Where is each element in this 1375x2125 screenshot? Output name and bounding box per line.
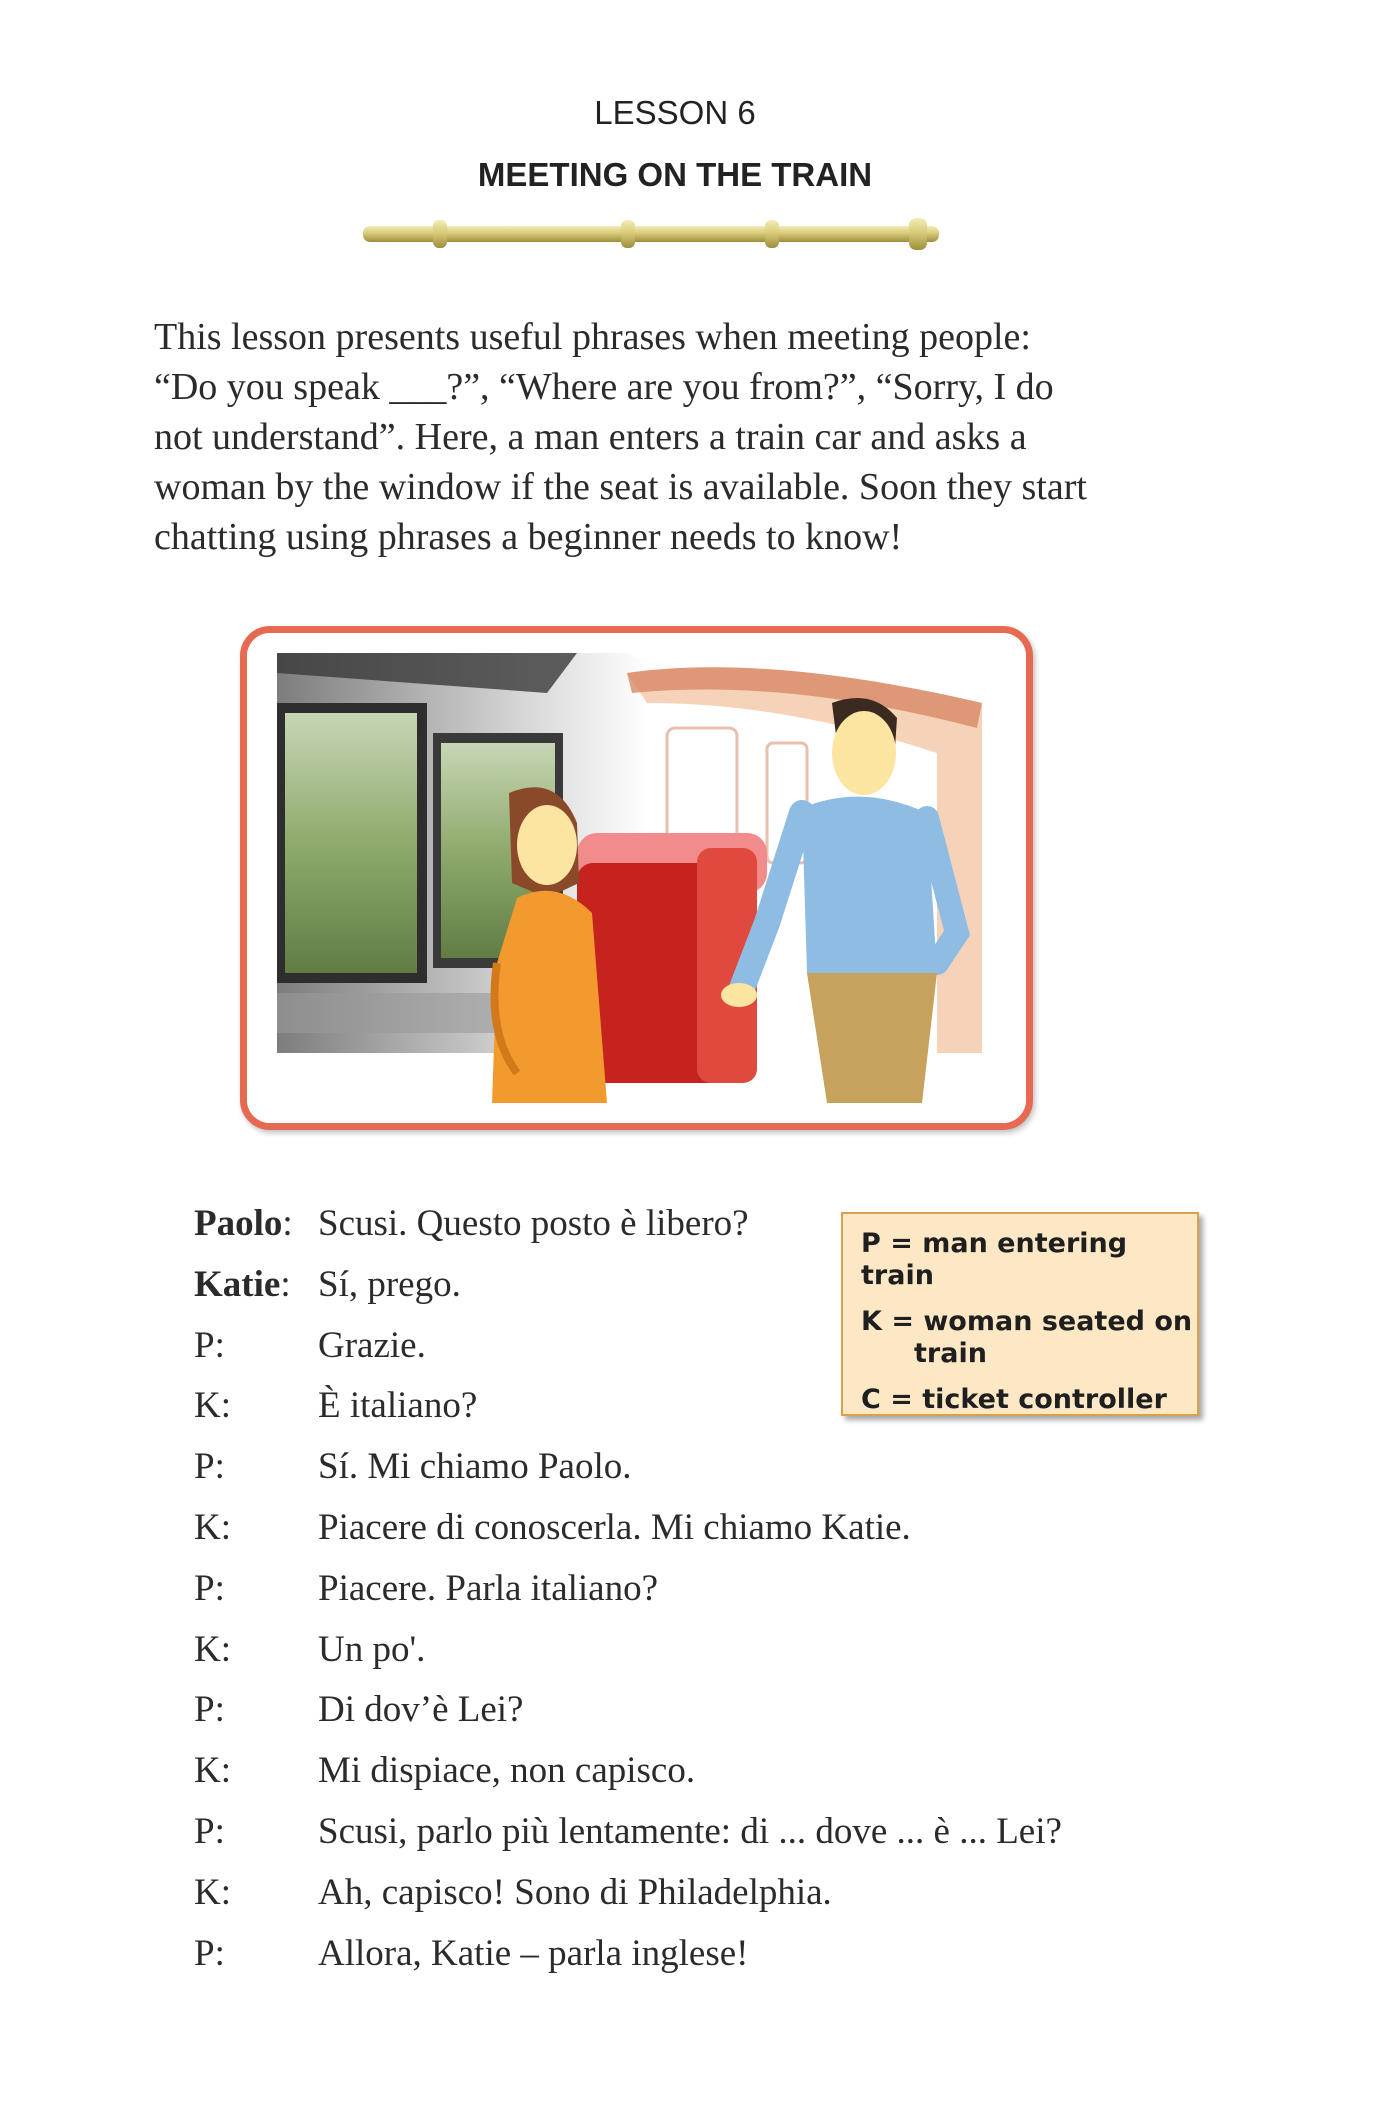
dialogue-line — [194, 1263, 1062, 1324]
dialogue-text: Un po'. — [318, 1628, 426, 1670]
lesson-title: MEETING ON THE TRAIN — [477, 156, 873, 193]
speaker-label: K: — [194, 1628, 231, 1670]
speaker-label: Paolo: — [194, 1203, 293, 1244]
speaker-label: K: — [194, 1385, 231, 1427]
legend-entry-k-line2: train — [914, 1338, 987, 1369]
dialogue-text: Scusi, parlo più lentamente: di ... dove ... è ... Lei? — [318, 1810, 1062, 1852]
legend-entry-k-line1: K = woman seated on — [861, 1306, 1193, 1337]
speaker-label: P: — [194, 1446, 225, 1488]
dialogue-line — [194, 1445, 1062, 1506]
speaker-label: K: — [194, 1506, 231, 1548]
dialogue-text: Piacere di conoscerla. Mi chiamo Katie. — [318, 1506, 911, 1548]
dialogue-text: Sí, prego. — [318, 1263, 461, 1305]
dialogue-line — [194, 1384, 1062, 1445]
train-illustration — [240, 626, 1033, 1130]
speaker-label: K: — [194, 1871, 231, 1913]
dialogue-line — [194, 1688, 1062, 1749]
dialogue-line — [194, 1810, 1062, 1871]
dialogue-text: Mi dispiace, non capisco. — [318, 1750, 696, 1792]
legend-entry-p: P = man entering train — [861, 1228, 1128, 1291]
speaker-label: P: — [194, 1567, 225, 1609]
train-scene-image — [247, 633, 1026, 1123]
speaker-label: K: — [194, 1750, 231, 1792]
dialogue-text: Scusi. Questo posto è libero? — [318, 1203, 749, 1244]
dialogue-text: Piacere. Parla italiano? — [318, 1567, 659, 1609]
speaker-label: P: — [194, 1324, 225, 1366]
dialogue-line — [194, 1202, 1062, 1263]
intro-line: woman by the window if the seat is available. Soon they start — [154, 466, 1087, 508]
dialogue — [194, 1202, 1062, 1992]
lesson-number: LESSON 6 — [594, 94, 756, 131]
dialogue-line — [194, 1871, 1062, 1932]
intro-line: This lesson presents useful phrases when meeting people: — [154, 316, 1031, 358]
dialogue-text: È italiano? — [318, 1385, 478, 1427]
speaker-label: P: — [194, 1689, 225, 1731]
dialogue-line — [194, 1628, 1062, 1689]
dialogue-text: Allora, Katie – parla inglese! — [318, 1932, 749, 1974]
speaker-label: P: — [194, 1810, 225, 1852]
dialogue-line — [194, 1324, 1062, 1385]
intro-line: “Do you speak ___?”, “Where are you from?”, “Sorry, I do — [154, 366, 1054, 408]
intro-line: chatting using phrases a beginner needs to know! — [154, 516, 903, 558]
bamboo-divider — [363, 214, 939, 256]
dialogue-text: Di dov’è Lei? — [318, 1689, 524, 1731]
dialogue-text: Sí. Mi chiamo Paolo. — [318, 1446, 632, 1488]
intro-line: not understand”. Here, a man enters a train car and asks a — [154, 416, 1027, 458]
legend-entry-c: C = ticket controller — [861, 1384, 1167, 1415]
intro-paragraph — [154, 312, 1174, 562]
dialogue-line — [194, 1932, 1062, 1993]
dialogue-line — [194, 1749, 1062, 1810]
speaker-label: P: — [194, 1932, 225, 1974]
dialogue-text: Ah, capisco! Sono di Philadelphia. — [318, 1871, 832, 1913]
dialogue-text: Grazie. — [318, 1324, 426, 1366]
dialogue-line — [194, 1506, 1062, 1567]
speaker-label: Katie: — [194, 1263, 291, 1305]
dialogue-line — [194, 1567, 1062, 1628]
